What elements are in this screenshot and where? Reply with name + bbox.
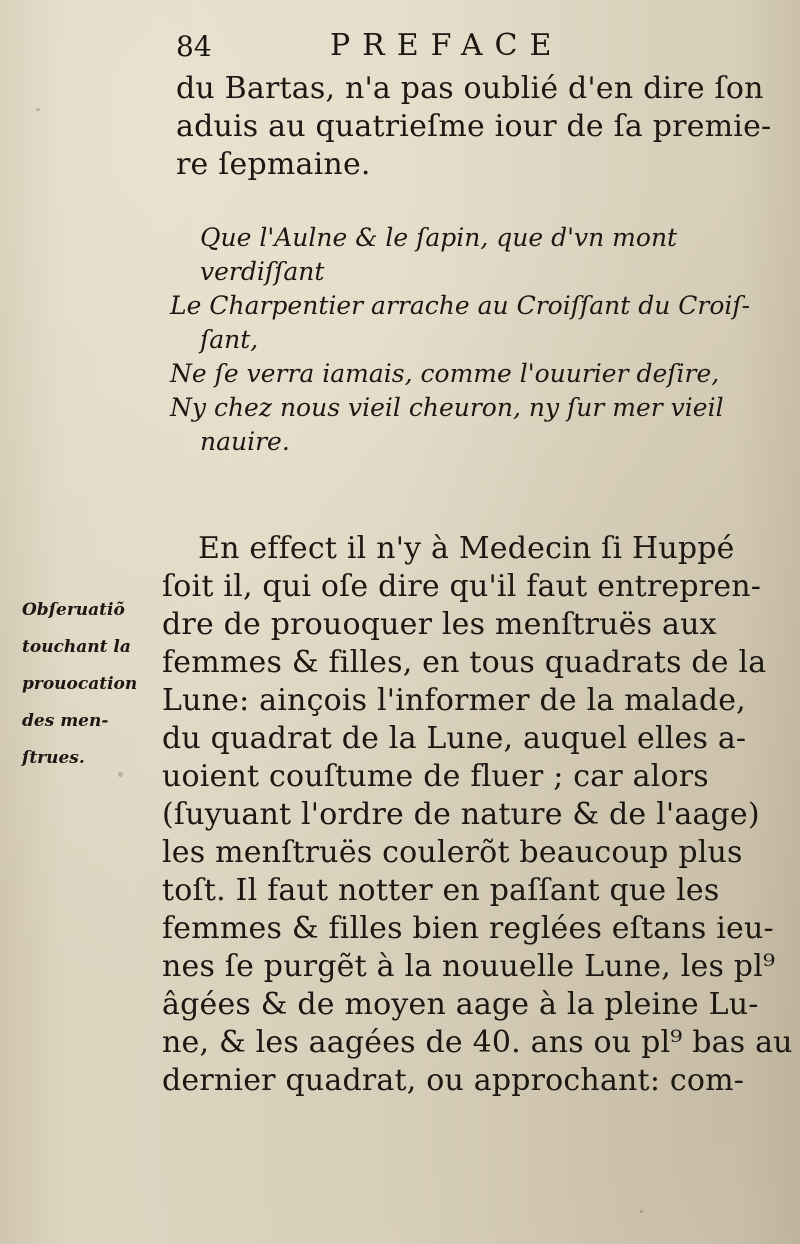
paper-speck xyxy=(36,108,40,111)
text-line: femmes & filles bien reglées eſtans ieu- xyxy=(162,911,774,946)
verse-line: nauire. xyxy=(200,427,290,456)
main-paragraph xyxy=(162,530,793,1100)
text-line: ſoit il, qui oſe dire qu'il faut entrepren- xyxy=(162,569,762,604)
page-number: 84 xyxy=(176,30,212,63)
text-line: dernier quadrat, ou approchant: com- xyxy=(162,1063,745,1098)
text-line: du Bartas, n'a pas oublié d'en dire ſon xyxy=(176,71,764,106)
text-line: âgées & de moyen aage à la pleine Lu- xyxy=(162,987,759,1022)
verse-line: verdiſſant xyxy=(200,257,325,286)
text-line: femmes & filles, en tous quadrats de la xyxy=(162,645,767,680)
text-line: du quadrat de la Lune, auquel elles a- xyxy=(162,721,747,756)
verse-quotation xyxy=(170,220,751,458)
verse-line: ſant, xyxy=(200,325,259,354)
text-line: (ſuyuant l'ordre de nature & de l'aage) xyxy=(162,797,760,832)
verse-line: Ne ſe verra iamais, comme l'ouurier deſire, xyxy=(170,359,720,388)
text-line: re ſepmaine. xyxy=(176,147,371,182)
running-head xyxy=(176,24,564,68)
verse-line: Ny chez nous vieil cheuron, ny ſur mer vieil xyxy=(170,393,724,422)
text-line: En effect il n'y à Medecin ſi Huppé xyxy=(198,531,735,566)
text-line: Lune: ainçois l'informer de la malade, xyxy=(162,683,746,718)
text-line: les menſtruës coulerõt beaucoup plus xyxy=(162,835,743,870)
paper-speck xyxy=(640,1210,643,1213)
verse-line: Que l'Aulne & le ſapin, que d'vn mont xyxy=(200,223,678,252)
marginal-note xyxy=(22,592,172,777)
marginal-line: prouocation xyxy=(22,674,138,694)
text-line: uoient couſtume de fluer ; car alors xyxy=(162,759,709,794)
marginal-line: des men- xyxy=(22,711,109,731)
text-line: toſt. Il faut notter en paſſant que les xyxy=(162,873,720,908)
text-line: aduis au quatrieſme iour de ſa premie- xyxy=(176,109,772,144)
marginal-line: touchant la xyxy=(22,637,131,657)
running-title: PREFACE xyxy=(330,28,564,63)
intro-paragraph xyxy=(176,70,772,184)
paper-speck xyxy=(118,772,123,777)
marginal-line: ſtrues. xyxy=(22,748,85,768)
text-line: ne, & les aagées de 40. ans ou pl⁹ bas au xyxy=(162,1025,793,1060)
verse-line: Le Charpentier arrache au Croiſſant du Croiſ- xyxy=(170,291,751,320)
text-line: dre de prouoquer les menſtruës aux xyxy=(162,607,717,642)
marginal-line: Obſeruatiõ xyxy=(22,600,125,620)
text-line: nes ſe purgẽt à la nouuelle Lune, les pl⁹ xyxy=(162,949,776,984)
